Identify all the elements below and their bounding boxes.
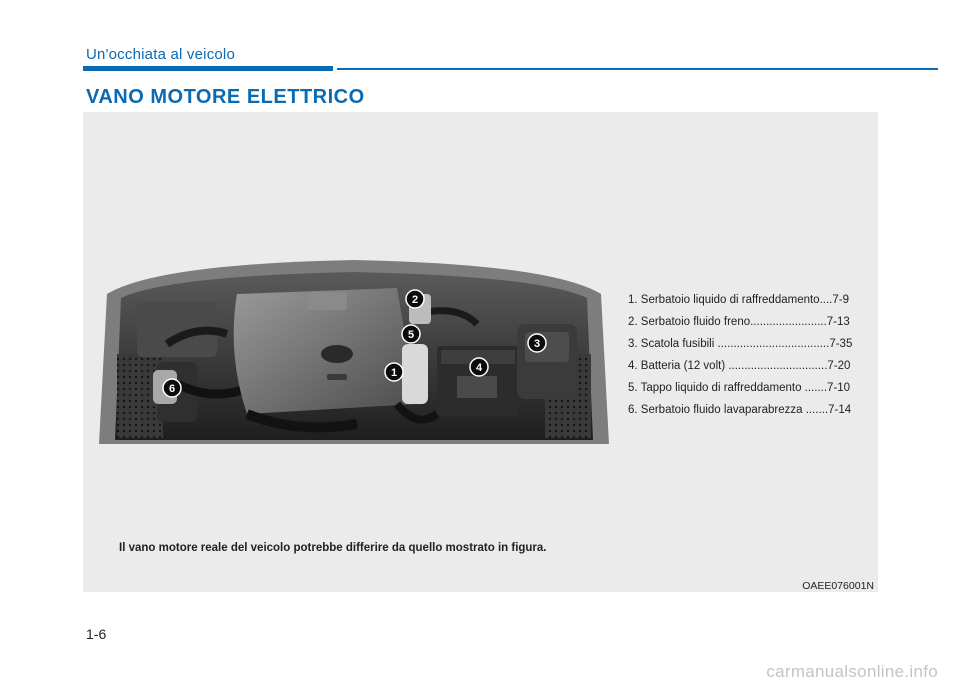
engine-bay-illustration	[97, 254, 611, 454]
figure-caption: Il vano motore reale del veicolo potrebbe differire da quello mostrato in figura.	[119, 542, 547, 554]
callout-2	[406, 290, 424, 308]
page-number: 1-6	[86, 626, 107, 642]
coolant-reservoir	[402, 344, 428, 404]
legend-item: 3. Scatola fusibili ...................................7-35	[628, 338, 853, 350]
callout-4	[470, 358, 488, 376]
legend-item: 6. Serbatoio fluido lavaparabrezza .......7-14	[628, 404, 852, 416]
callout-1-label: 1	[390, 367, 398, 379]
legend-item: 1. Serbatoio liquido di raffreddamento....7-9	[628, 294, 849, 306]
section-header: Un'occhiata al veicolo	[86, 46, 236, 63]
callout-4-label: 4	[475, 362, 483, 374]
header-rule-thin	[337, 68, 938, 70]
legend-item: 5. Tappo liquido di raffreddamento .......7-10	[628, 382, 851, 394]
brand-emblem	[321, 345, 353, 363]
callout-6-label: 6	[168, 383, 176, 395]
component-legend	[628, 289, 852, 421]
legend-item: 2. Serbatoio fluido freno........................7-13	[628, 316, 850, 328]
callout-2-label: 2	[411, 294, 419, 306]
callout-5-label: 5	[407, 329, 415, 341]
callout-1	[385, 363, 403, 381]
callout-3	[528, 334, 546, 352]
legend-item: 4. Batteria (12 volt) ...............................7-20	[628, 360, 851, 372]
figure-code: OAEE076001N	[802, 580, 874, 592]
figure-box	[83, 112, 878, 592]
page-title: VANO MOTORE ELETTRICO	[86, 86, 365, 108]
callout-3-label: 3	[533, 338, 541, 350]
callout-6	[163, 379, 181, 397]
callout-5	[402, 325, 420, 343]
watermark: carmanualsonline.info	[766, 662, 938, 681]
header-rule-thick	[83, 66, 333, 71]
